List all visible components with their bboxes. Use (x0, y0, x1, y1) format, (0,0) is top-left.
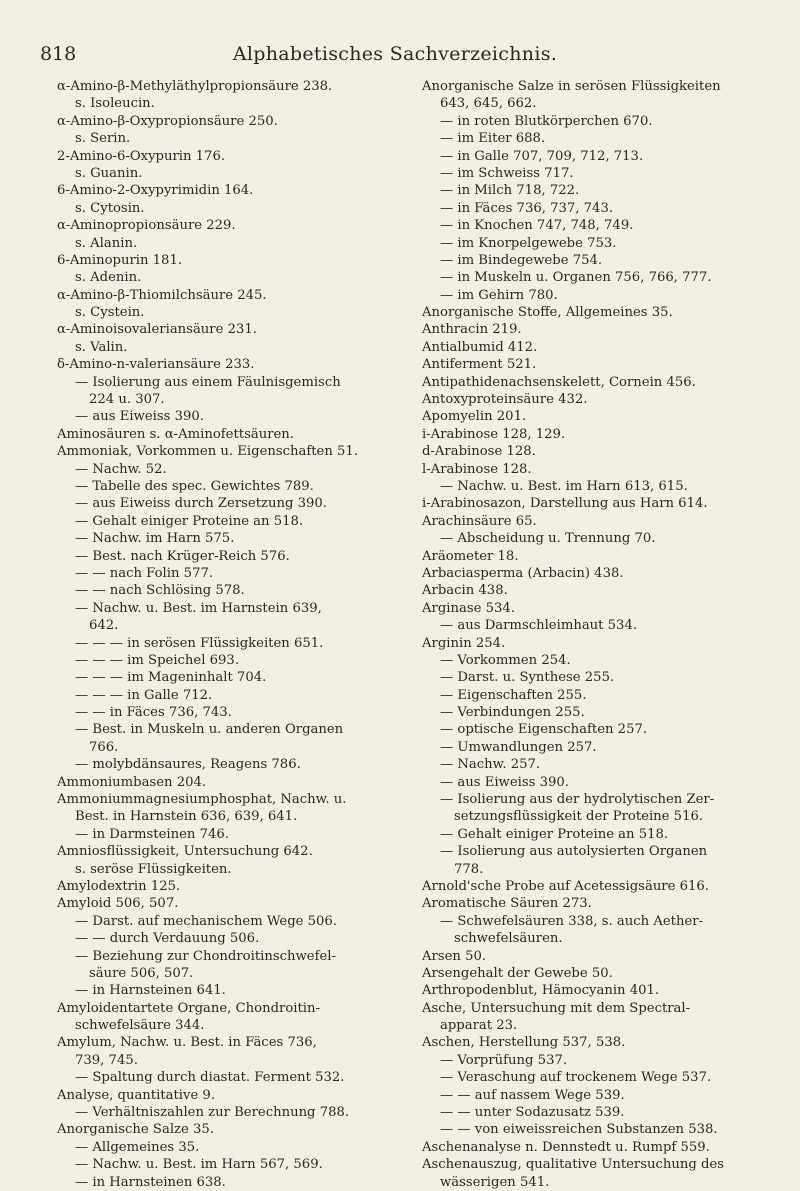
index-entry: Anorganische Salze in serösen Flüssigkeiten (422, 79, 721, 94)
index-entry: Anorganische Salze 35. (57, 1122, 214, 1138)
index-entry: 2-Amino-6-Oxypurin 176. (57, 148, 226, 164)
index-entry: — Vorkommen 254. (440, 652, 571, 668)
page-number: 818 (40, 43, 77, 65)
page-header (40, 30, 750, 70)
index-entry: — in Fäces 736, 737, 743. (440, 200, 614, 216)
index-entry: — aus Darmschleimhaut 534. (440, 618, 638, 634)
index-entry: Arginase 534. (422, 600, 515, 616)
index-entry: s. Cytosin. (75, 200, 145, 216)
index-entry: — — nach Folin 577. (75, 565, 214, 581)
index-entry: Amylum, Nachw. u. Best. in Fäces 736, (57, 1035, 317, 1051)
index-entry: Best. in Harnstein 636, 639, 641. (75, 809, 298, 825)
index-entry: Arachinsäure 65. (422, 513, 537, 529)
index-entry: — Isolierung aus einem Fäulnisgemisch (75, 374, 341, 390)
index-entry: — im Schweiss 717. (440, 165, 574, 181)
index-entry: — Spaltung durch diastat. Ferment 532. (75, 1070, 345, 1086)
index-entry: — optische Eigenschaften 257. (440, 722, 648, 738)
index-entry: — im Eiter 688. (440, 131, 546, 147)
index-entry: — Eigenschaften 255. (440, 687, 587, 703)
index-entry: — Nachw. im Harn 575. (75, 531, 235, 547)
index-entry: — — — im Mageninhalt 704. (75, 670, 267, 686)
index-entry: s. Valin. (75, 339, 128, 355)
index-entry: — Schwefelsäuren 338, s. auch Aether- (440, 913, 704, 929)
index-entry: — Nachw. u. Best. im Harnstein 639, (75, 600, 322, 616)
index-entry: Aräometer 18. (422, 548, 519, 564)
index-entry: Apomyelin 201. (422, 409, 527, 425)
index-entry: — Nachw. u. Best. im Harn 567, 569. (75, 1157, 323, 1173)
index-column-right (422, 78, 757, 1191)
index-entry: Amyloidentartete Organe, Chondroitin- (57, 1000, 320, 1016)
index-entry: — in Knochen 747, 748, 749. (440, 218, 634, 234)
index-entry: — Isolierung aus autolysierten Organen (440, 844, 708, 860)
index-entry: Ammoniak, Vorkommen u. Eigenschaften 51. (57, 444, 359, 460)
index-entry: α-Amino-β-Methyläthylpropionsäure 238. (57, 79, 333, 94)
index-entry: — — auf nassem Wege 539. (440, 1087, 625, 1103)
index-entry: — Nachw. 52. (75, 461, 167, 477)
index-entry: — aus Eiweiss 390. (440, 774, 569, 790)
index-entry: — — — im Speichel 693. (75, 652, 240, 668)
index-entry: Arbacin 438. (422, 583, 508, 599)
index-entry: Arsengehalt der Gewebe 50. (422, 965, 613, 981)
index-entry: — Beziehung zur Chondroitinschwefel- (75, 948, 336, 964)
index-entry: d-Arabinose 128. (422, 444, 536, 460)
index-entry: — — — in serösen Flüssigkeiten 651. (75, 635, 324, 651)
index-entry: schwefelsäuren. (454, 931, 563, 947)
index-entry: Ammoniummagnesiumphosphat, Nachw. u. (57, 792, 347, 808)
index-entry: α-Amino-β-Oxypropionsäure 250. (57, 113, 278, 129)
index-entry: — aus Eiweiss 390. (75, 409, 204, 425)
index-entry: i-Arabinose 128, 129. (422, 426, 566, 442)
index-entry: — in Harnsteinen 638. (75, 1174, 226, 1190)
index-entry: — Nachw. 257. (440, 757, 541, 773)
index-entry: Aschen, Herstellung 537, 538. (422, 1035, 626, 1051)
index-entry: s. Adenin. (75, 270, 142, 286)
index-entry: Antiferment 521. (422, 357, 537, 373)
index-entry: wässerigen 541. (440, 1174, 550, 1190)
index-entry: s. Guanin. (75, 165, 143, 181)
index-entry: — in Darmsteinen 746. (75, 826, 229, 842)
index-entry: δ-Amino-n-valeriansäure 233. (57, 357, 255, 373)
index-entry: Aschenanalyse n. Dennstedt u. Rumpf 559. (422, 1139, 710, 1155)
index-entry: Antoxyproteinsäure 432. (422, 392, 588, 408)
index-entry: 6-Aminopurin 181. (57, 252, 183, 268)
index-entry: Arginin 254. (422, 635, 506, 651)
index-entry: 778. (454, 861, 484, 877)
index-entry: — — nach Schlösing 578. (75, 583, 245, 599)
index-entry: Antipathidenachsenskelett, Cornein 456. (422, 374, 696, 390)
index-entry: — Verbindungen 255. (440, 705, 585, 721)
index-entry: Amylodextrin 125. (57, 878, 181, 894)
index-entry: 224 u. 307. (89, 392, 165, 408)
index-entry: Asche, Untersuchung mit dem Spectral- (422, 1000, 691, 1016)
index-entry: — molybdänsaures, Reagens 786. (75, 757, 301, 773)
index-entry: s. Isoleucin. (75, 96, 155, 112)
index-entry: — Gehalt einiger Proteine an 518. (75, 513, 304, 529)
index-entry: s. seröse Flüssigkeiten. (75, 861, 232, 877)
index-entry: — Umwandlungen 257. (440, 739, 597, 755)
index-entry: s. Cystein. (75, 305, 145, 321)
index-entry: 6-Amino-2-Oxypyrimidin 164. (57, 183, 254, 199)
index-entry: — Allgemeines 35. (75, 1139, 200, 1155)
index-entry: — — von eiweissreichen Substanzen 538. (440, 1122, 718, 1138)
index-entry: Arthropodenblut, Hämocyanin 401. (422, 983, 660, 999)
index-entry: α-Aminoisovaleriansäure 231. (57, 322, 257, 338)
index-entry: — aus Eiweiss durch Zersetzung 390. (75, 496, 327, 512)
index-entry: — — unter Sodazusatz 539. (440, 1105, 625, 1121)
index-entry: — Abscheidung u. Trennung 70. (440, 531, 656, 547)
index-entry: — in Harnsteinen 641. (75, 983, 226, 999)
index-entry: Aromatische Säuren 273. (422, 896, 592, 912)
index-entry: — Darst. auf mechanischem Wege 506. (75, 913, 337, 929)
index-entry: apparat 23. (440, 1018, 518, 1034)
index-entry: — Gehalt einiger Proteine an 518. (440, 826, 669, 842)
index-entry: Analyse, quantitative 9. (57, 1087, 216, 1103)
index-entry: Arsen 50. (422, 948, 487, 964)
index-entry: Amyloid 506, 507. (57, 896, 179, 912)
index-entry: säure 506, 507. (89, 965, 194, 981)
index-entry: — Tabelle des spec. Gewichtes 789. (75, 478, 314, 494)
index-entry: — Vorprüfung 537. (440, 1052, 568, 1068)
index-entry: — Best. in Muskeln u. anderen Organen (75, 722, 344, 738)
index-entry: Ammoniumbasen 204. (57, 774, 207, 790)
index-entry: — — durch Verdauung 506. (75, 931, 260, 947)
index-entry: l-Arabinose 128. (422, 461, 532, 477)
index-entry: — Darst. u. Synthese 255. (440, 670, 615, 686)
index-entry: α-Amino-β-Thiomilchsäure 245. (57, 287, 267, 303)
index-entry: — in Galle 707, 709, 712, 713. (440, 148, 644, 164)
index-entry: — — — in Galle 712. (75, 687, 213, 703)
index-entry: s. Serin. (75, 131, 131, 147)
index-entry: Antialbumid 412. (422, 339, 538, 355)
index-entry: Arbaciasperma (Arbacin) 438. (422, 565, 624, 581)
index-entry: 643, 645, 662. (440, 96, 537, 112)
index-entry: — — in Fäces 736, 743. (75, 705, 232, 721)
index-entry: setzungsflüssigkeit der Proteine 516. (454, 809, 704, 825)
index-entry: — im Gehirn 780. (440, 287, 558, 303)
index-entry: i-Arabinosazon, Darstellung aus Harn 614. (422, 496, 708, 512)
index-entry: — in roten Blutkörperchen 670. (440, 113, 653, 129)
index-entry: 642. (89, 618, 119, 634)
index-entry: — Best. nach Krüger-Reich 576. (75, 548, 290, 564)
index-entry: Amniosflüssigkeit, Untersuchung 642. (57, 844, 313, 860)
index-entry: s. Alanin. (75, 235, 138, 251)
index-entry: — im Bindegewebe 754. (440, 252, 603, 268)
page-title: Alphabetisches Sachverzeichnis. (232, 43, 558, 65)
index-entry: 739, 745. (75, 1052, 138, 1068)
index-entry: — in Muskeln u. Organen 756, 766, 777. (440, 270, 712, 286)
index-entry: — Nachw. u. Best. im Harn 613, 615. (440, 478, 688, 494)
index-column-left (57, 78, 392, 1191)
index-entry: — Isolierung aus der hydrolytischen Zer- (440, 792, 715, 808)
index-entry: Anorganische Stoffe, Allgemeines 35. (422, 305, 673, 321)
index-entry: 766. (89, 739, 119, 755)
index-entry: — in Milch 718, 722. (440, 183, 580, 199)
index-entry: — Veraschung auf trockenem Wege 537. (440, 1070, 712, 1086)
index-entry: schwefelsäure 344. (75, 1018, 205, 1034)
index-entry: Aminosäuren s. α-Aminofettsäuren. (57, 426, 294, 442)
index-entry: Anthracin 219. (422, 322, 522, 338)
index-entry: Aschenauszug, qualitative Untersuchung des (422, 1157, 725, 1173)
index-entry: — im Knorpelgewebe 753. (440, 235, 617, 251)
index-entry: α-Aminopropionsäure 229. (57, 218, 236, 234)
index-entry: Arnold'sche Probe auf Acetessigsäure 616. (422, 878, 709, 894)
index-entry: — Verhältniszahlen zur Berechnung 788. (75, 1105, 350, 1121)
